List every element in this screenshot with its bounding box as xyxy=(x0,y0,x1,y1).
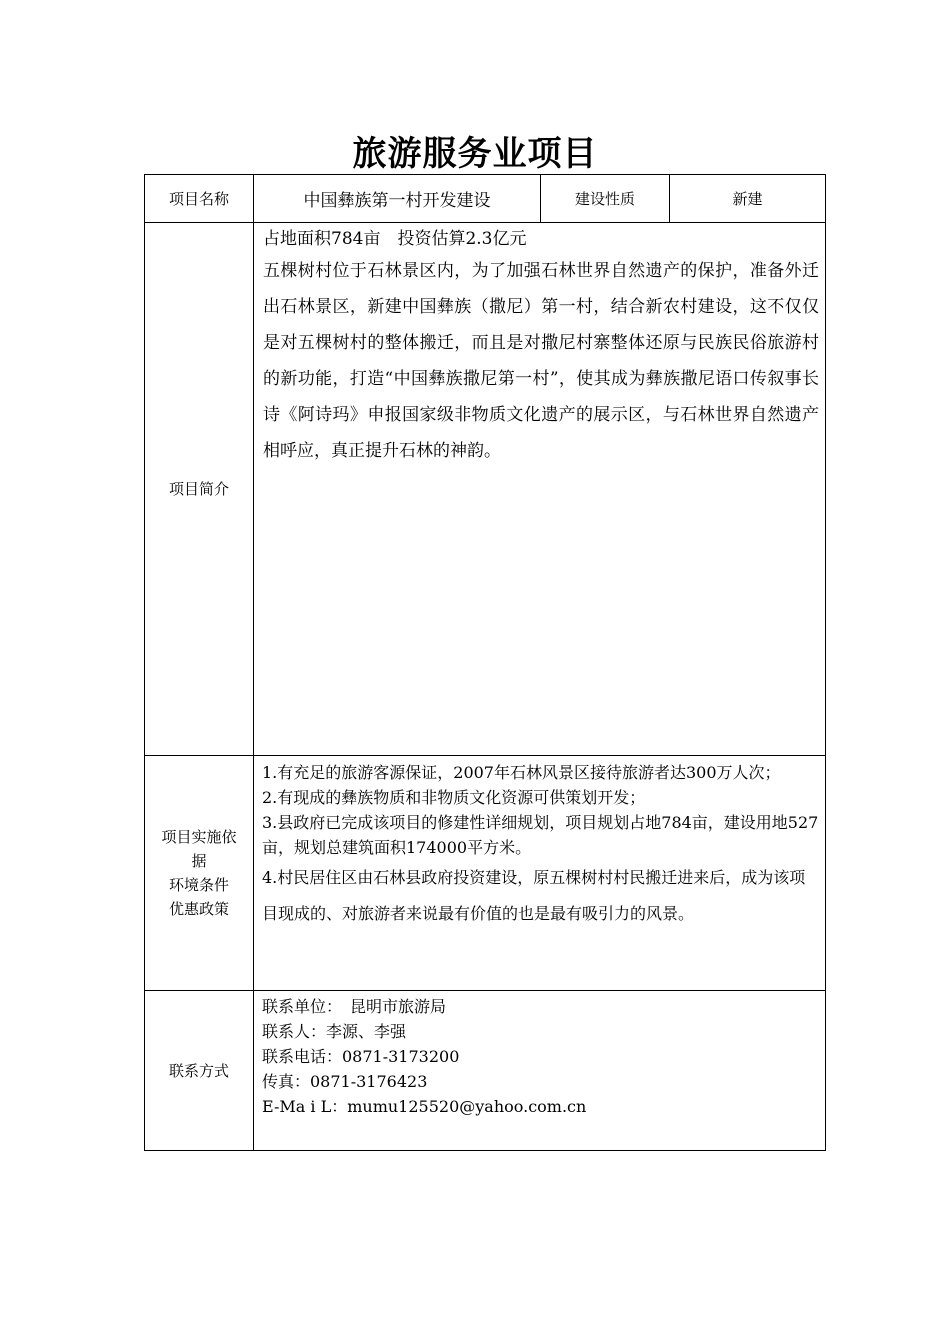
contact-label: 联系方式 xyxy=(145,991,254,1151)
basis-item: 3.县政府已完成该项目的修建性详细规划，项目规划占地784亩，建设用地527亩，规划总建筑面积174000平方米。 xyxy=(262,813,819,857)
contact-unit: 联系单位： 昆明市旅游局 xyxy=(262,997,447,1016)
basis-row xyxy=(145,756,826,991)
contact-fax: 传真：0871-3176423 xyxy=(262,1072,428,1091)
basis-item: 2.有现成的彝族物质和非物质文化资源可供策划开发； xyxy=(262,788,646,807)
project-name-value: 中国彝族第一村开发建设 xyxy=(254,175,541,223)
contact-row xyxy=(145,991,826,1151)
header-row xyxy=(145,175,826,223)
construction-nature-value: 新建 xyxy=(670,175,826,223)
basis-item: 4.村民居住区由石林县政府投资建设，原五棵树村村民搬迁进来后，成为该项目现成的、对旅游者来说最有价值的也是最有吸引力的风景。 xyxy=(262,868,806,923)
intro-first-line: 占地面积784亩 投资估算2.3亿元 xyxy=(263,229,527,249)
contact-person: 联系人：李源、李强 xyxy=(262,1022,407,1041)
contact-phone: 联系电话：0871-3173200 xyxy=(262,1047,460,1066)
project-table xyxy=(144,174,826,1151)
intro-label: 项目简介 xyxy=(145,223,254,756)
intro-paragraph: 五棵树村位于石林景区内，为了加强石林世界自然遗产的保护，准备外迁出石林景区，新建中国彝族（撒尼）第一村，结合新农村建设，这不仅仅是对五棵树村的整体搬迁，而且是对撒尼村寨整体还原与民族民俗旅游村的新功能，打造“中国彝族撒尼第一村”，使其成为彝族撒尼语口传叙事长诗《阿诗玛》申报国家级非物质文化遗产的展示区，与石林世界自然遗产相呼应，真正提升石林的神韵。 xyxy=(263,261,819,461)
construction-nature-label: 建设性质 xyxy=(541,175,670,223)
basis-label-line: 环境条件 xyxy=(168,876,229,894)
basis-label xyxy=(145,756,254,991)
basis-label-line: 据 xyxy=(191,852,207,870)
basis-content xyxy=(254,756,826,991)
contact-email: E-Ma i L：mumu125520@yahoo.com.cn xyxy=(262,1097,587,1116)
project-name-label: 项目名称 xyxy=(145,175,254,223)
basis-label-line: 项目实施依 xyxy=(161,828,237,846)
basis-item: 1.有充足的旅游客源保证，2007年石林风景区接待旅游者达300万人次； xyxy=(262,763,781,782)
basis-label-line: 优惠政策 xyxy=(168,900,229,918)
intro-content xyxy=(254,223,826,756)
intro-row xyxy=(145,223,826,756)
document-title: 旅游服务业项目 xyxy=(352,134,598,174)
contact-content xyxy=(254,991,826,1151)
